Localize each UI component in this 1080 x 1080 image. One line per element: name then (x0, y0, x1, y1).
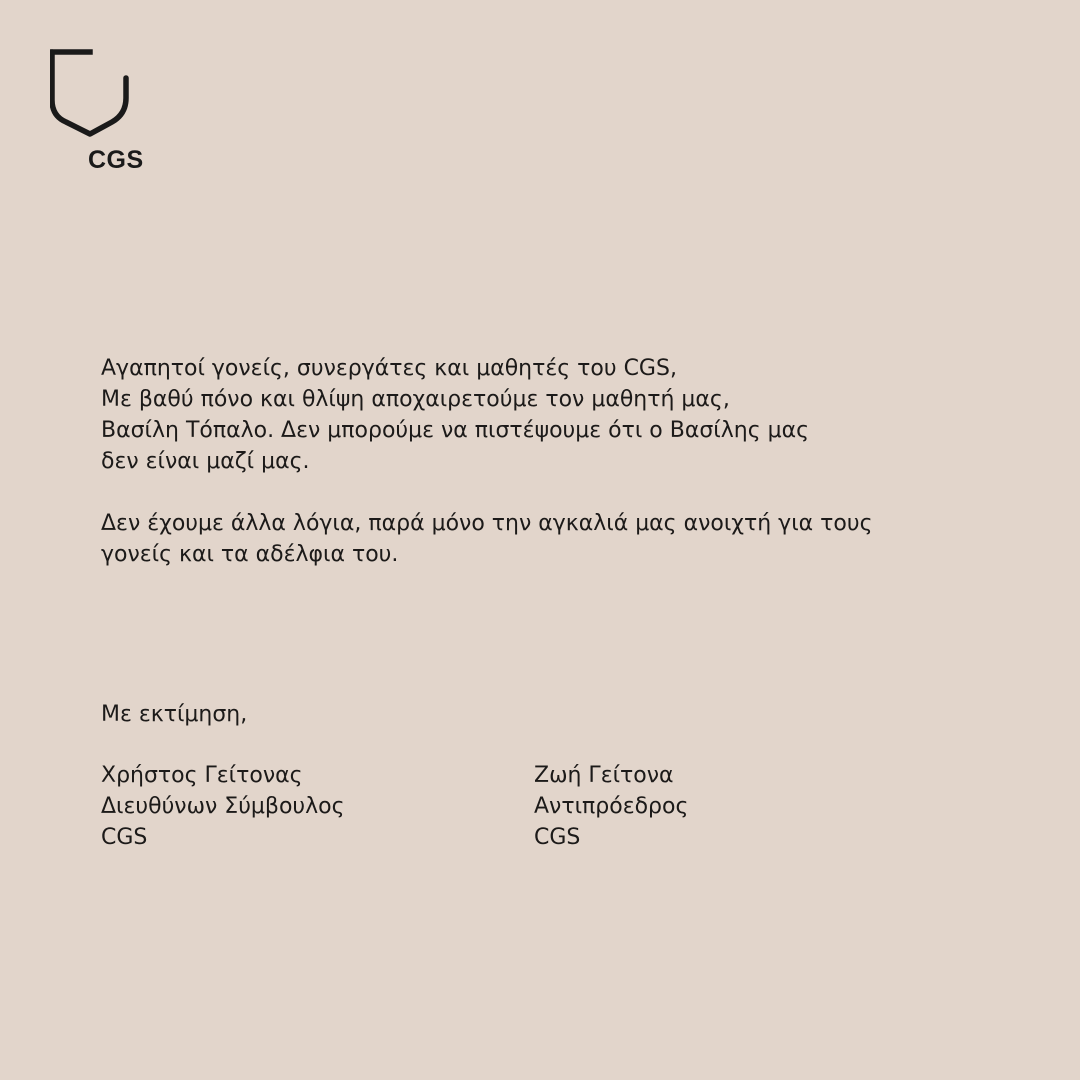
paragraph-1-line-1: Με βαθύ πόνο και θλίψη αποχαιρετούμε τον μαθητή μας, (101, 387, 730, 412)
logo-text: CGS (88, 146, 144, 174)
paragraph-2-line-2: γονείς και τα αδέλφια του. (101, 542, 399, 567)
signature-right-name: Ζωή Γείτονα (534, 763, 674, 788)
letter-closing: Με εκτίμηση, (101, 702, 248, 727)
signature-left-title: Διευθύνων Σύμβουλος (101, 794, 345, 819)
cgs-logo (50, 48, 144, 178)
signature-left-company: CGS (101, 825, 148, 850)
signature-left (101, 760, 345, 853)
signature-right-title: Αντιπρόεδρος (534, 794, 689, 819)
signature-right-company: CGS (534, 825, 581, 850)
paragraph-1-line-2: Βασίλη Τόπαλο. Δεν μπορούμε να πιστέψουμε ότι ο Βασίλης μας (101, 418, 810, 443)
letter-paragraph-1 (101, 384, 1001, 477)
signature-left-name: Χρήστος Γείτονας (101, 763, 303, 788)
shield-icon (50, 48, 130, 138)
letter-paragraph-2 (101, 508, 1001, 570)
signature-right (534, 760, 688, 853)
paragraph-2-line-1: Δεν έχουμε άλλα λόγια, παρά μόνο την αγκαλιά μας ανοιχτή για τους (101, 511, 873, 536)
letter-greeting: Αγαπητοί γονείς, συνεργάτες και μαθητές του CGS, (101, 356, 677, 381)
letter-body (101, 353, 1001, 570)
paragraph-1-line-3: δεν είναι μαζί μας. (101, 449, 310, 474)
